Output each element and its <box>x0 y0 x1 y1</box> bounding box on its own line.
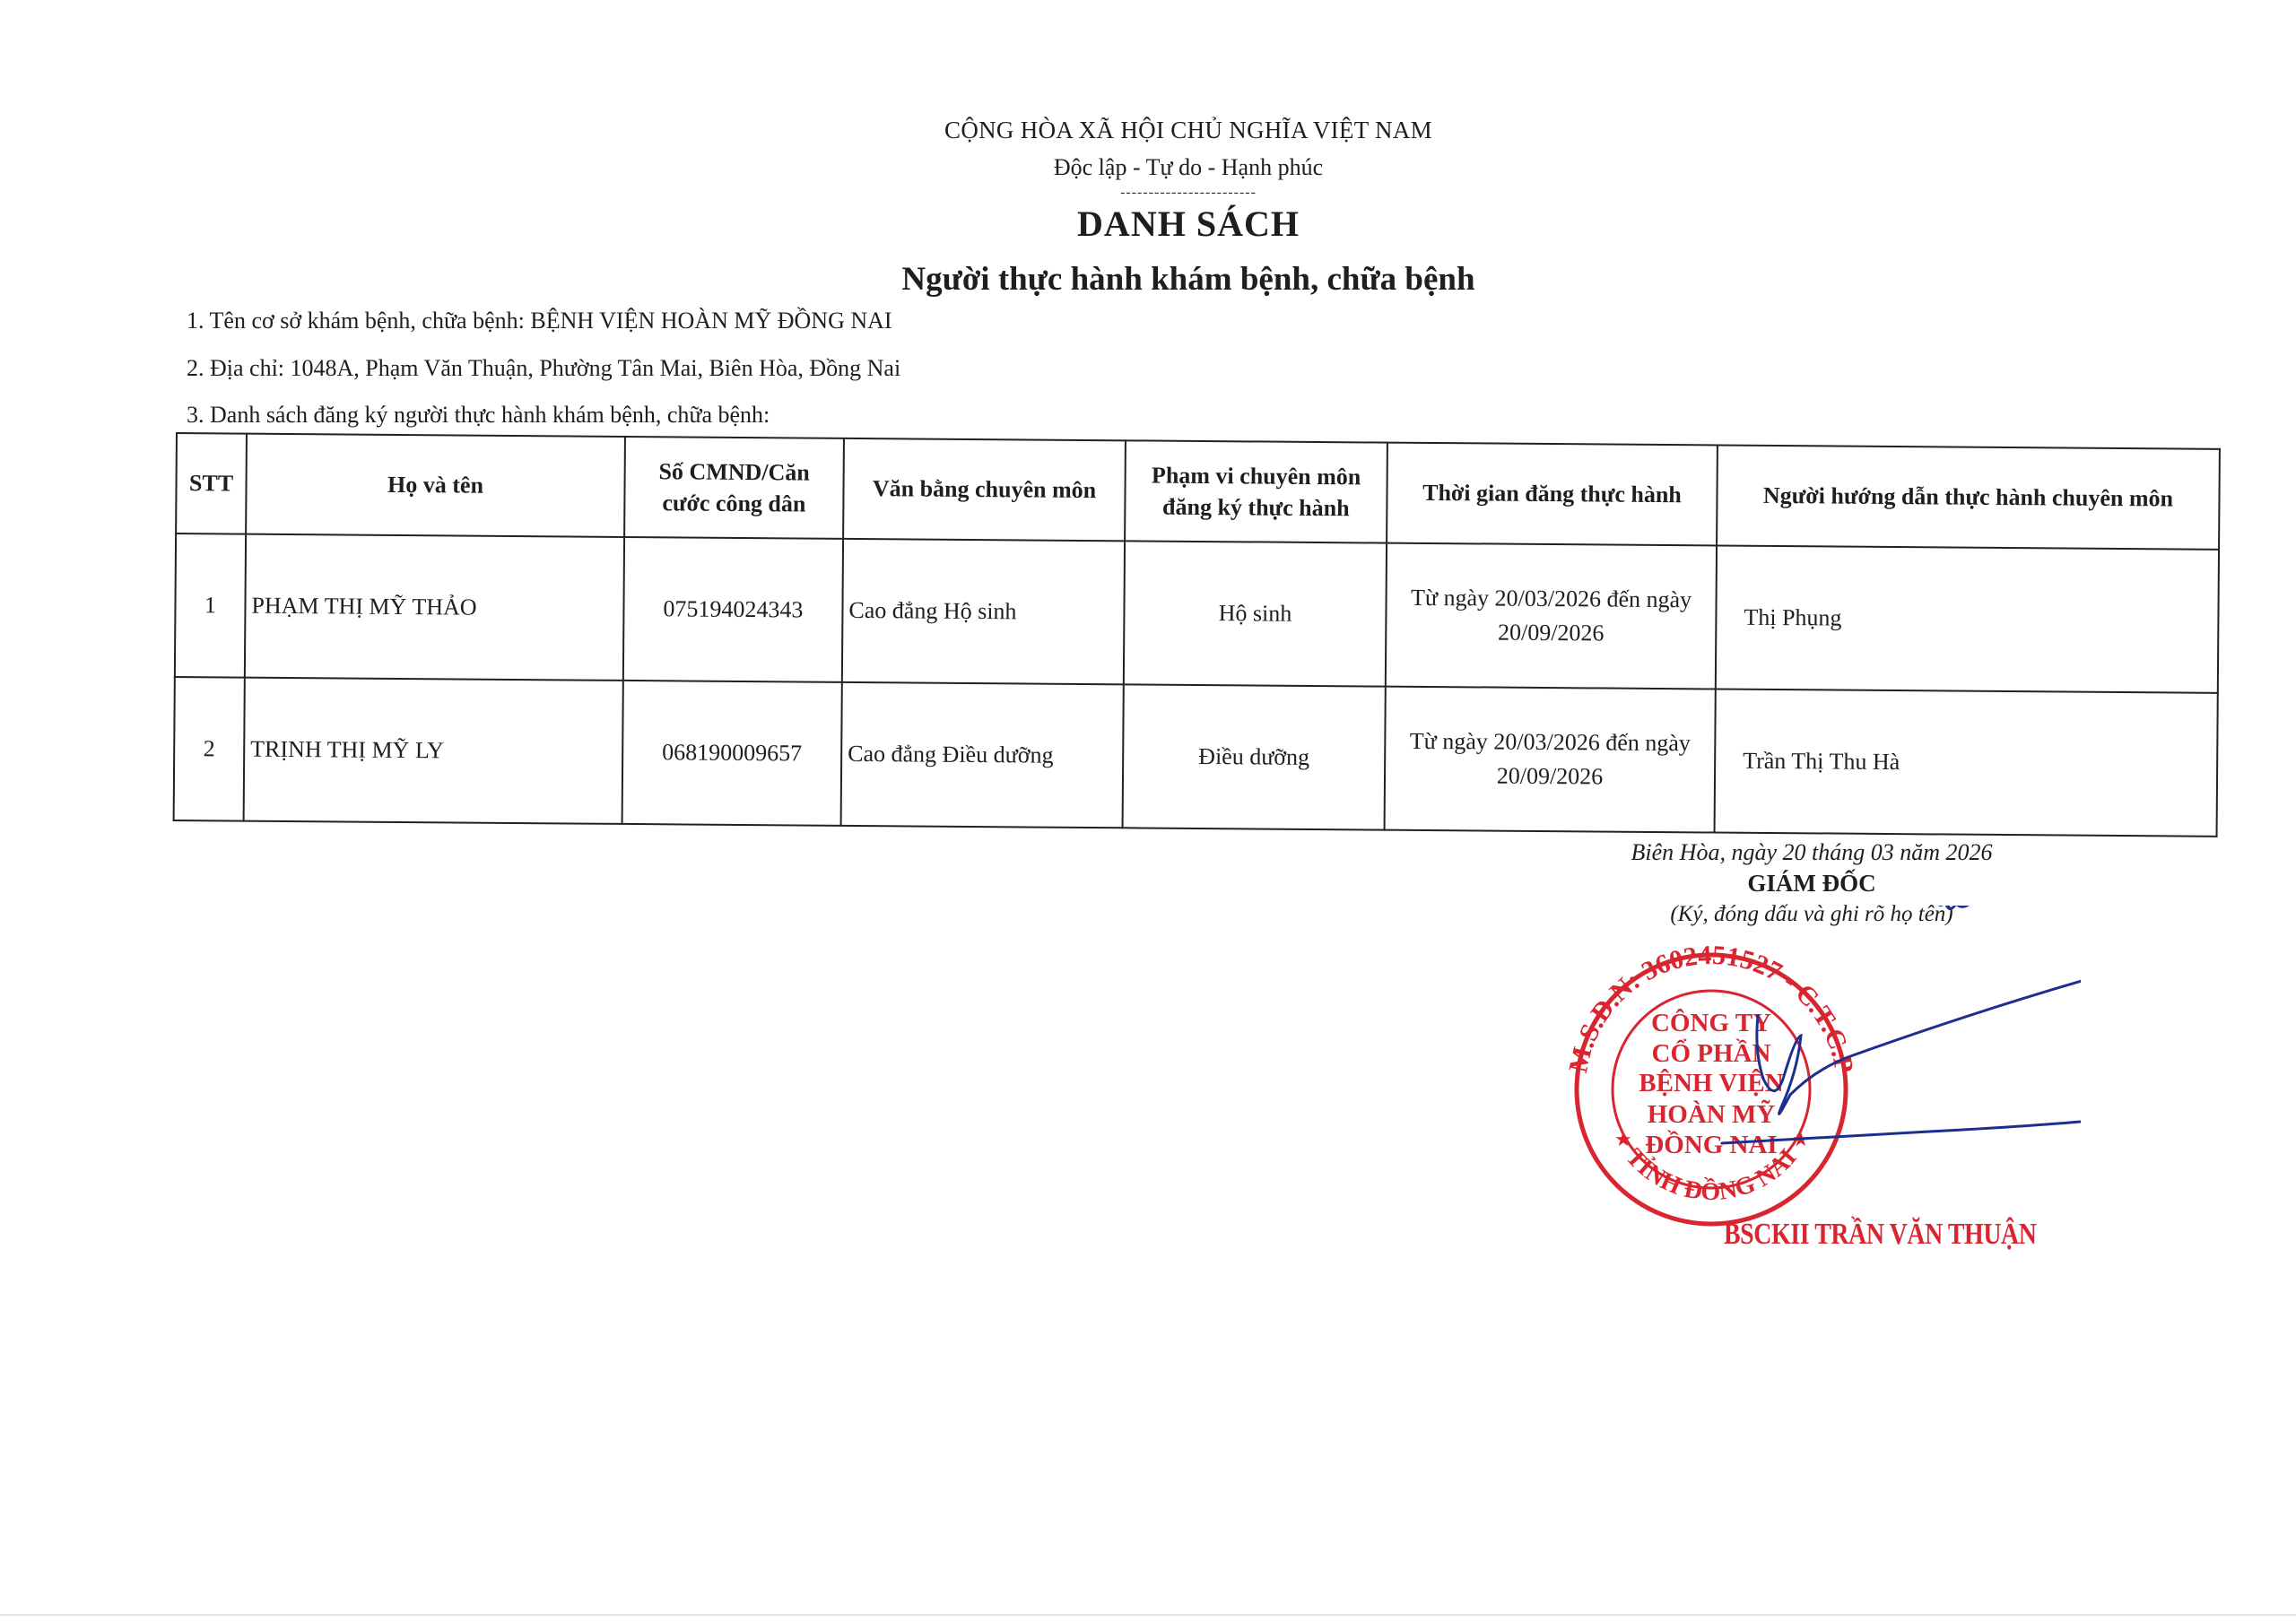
cell-name: TRỊNH THỊ MỸ LY <box>244 678 623 824</box>
header-mentor: Người hướng dẫn thực hành chuyên môn <box>1717 446 2220 550</box>
cell-scope: Hộ sinh <box>1124 541 1387 686</box>
signature-note: (Ký, đóng dấu và ghi rõ họ tên) <box>1670 902 1953 926</box>
address-line: 2. Địa chỉ: 1048A, Phạm Văn Thuận, Phường Tân Mai, Biên Hòa, Đồng Nai <box>187 355 901 381</box>
table-row <box>174 677 2218 837</box>
initials-scribble <box>1933 906 1996 909</box>
header-id <box>624 437 844 539</box>
header-stt: STT <box>176 433 247 534</box>
cell-stt: 1 <box>175 533 246 678</box>
header-scope-line2: đăng ký thực hành <box>1162 493 1350 522</box>
seal-line-4: HOÀN MỸ <box>1647 1100 1776 1129</box>
signer-title: GIÁM ĐỐC <box>1747 870 1876 897</box>
cell-degree: Cao đẳng Hộ sinh <box>842 539 1125 684</box>
cell-scope: Điều dưỡng <box>1123 684 1386 829</box>
facility-name-line: 1. Tên cơ sở khám bệnh, chữa bệnh: BỆNH VIỆN HOÀN MỸ ĐỒNG NAI <box>187 308 892 334</box>
table-row <box>175 533 2219 693</box>
cell-degree: Cao đẳng Điều dưỡng <box>841 682 1124 828</box>
company-seal <box>1489 906 2081 1264</box>
header-scope-line1: Phạm vi chuyên môn <box>1151 462 1361 490</box>
seal-line-2: CỔ PHẦN <box>1651 1039 1771 1068</box>
cell-period-line2: 20/09/2026 <box>1497 619 1605 646</box>
cell-period <box>1385 687 1716 833</box>
seal-stamp <box>1563 941 1859 1224</box>
cell-mentor: Trần Thị Thu Hà <box>1715 689 2218 836</box>
seal-ring-bottom-text: TỈNH ĐỒNG NAI <box>1620 1143 1803 1207</box>
motto-divider: ------------------------ <box>1120 185 1257 200</box>
header-id-line2: cước công dân <box>662 490 806 517</box>
cell-id: 068190009657 <box>622 681 842 826</box>
practitioner-table <box>173 432 2221 837</box>
header-scope <box>1125 440 1387 542</box>
seal-line-1: CÔNG TY <box>1650 1009 1772 1037</box>
cell-period <box>1386 543 1717 690</box>
director-name: BSCKII TRẦN VĂN THUẬN <box>1724 1218 2037 1251</box>
practitioner-table-wrapper <box>173 432 2219 837</box>
seal-ring-top-text: M.S.D.N: 3602451527 - C.T.C.P <box>1562 940 1859 1076</box>
table-header-row <box>176 433 2220 550</box>
document-subtitle: Người thực hành khám bệnh, chữa bệnh <box>901 261 1475 298</box>
place-and-date: Biên Hòa, ngày 20 tháng 03 năm 2026 <box>1631 839 1993 865</box>
national-motto: Độc lập - Tự do - Hạnh phúc <box>1053 154 1324 180</box>
header-name: Họ và tên <box>246 434 625 537</box>
handwritten-signature <box>1722 906 2081 1143</box>
cell-period-line2: 20/09/2026 <box>1496 762 1604 790</box>
cell-period-line1: Từ ngày 20/03/2026 đến ngày <box>1410 585 1692 613</box>
header-id-line1: Số CMND/Căn <box>658 458 810 486</box>
cell-stt: 2 <box>174 677 245 821</box>
seal-line-3: BỆNH VIỆN <box>1639 1069 1784 1097</box>
page-bottom-edge <box>0 1614 2296 1616</box>
header-degree: Văn bằng chuyên môn <box>843 438 1126 541</box>
seal-line-5: ĐỒNG NAI <box>1645 1131 1778 1159</box>
national-header: CỘNG HÒA XÃ HỘI CHỦ NGHĨA VIỆT NAM <box>944 117 1432 143</box>
document-title: DANH SÁCH <box>1077 204 1300 244</box>
seal-star-right-icon: ★ <box>1792 1129 1810 1151</box>
cell-name: PHẠM THỊ MỸ THẢO <box>245 534 624 681</box>
header-period: Thời gian đăng thực hành <box>1387 443 1718 546</box>
cell-id: 075194024343 <box>623 537 843 682</box>
seal-star-left-icon: ★ <box>1614 1129 1632 1151</box>
cell-period-line1: Từ ngày 20/03/2026 đến ngày <box>1409 728 1691 757</box>
cell-mentor: Thị Phụng <box>1716 545 2219 692</box>
registration-list-line: 3. Danh sách đăng ký người thực hành khám bệnh, chữa bệnh: <box>187 402 770 428</box>
